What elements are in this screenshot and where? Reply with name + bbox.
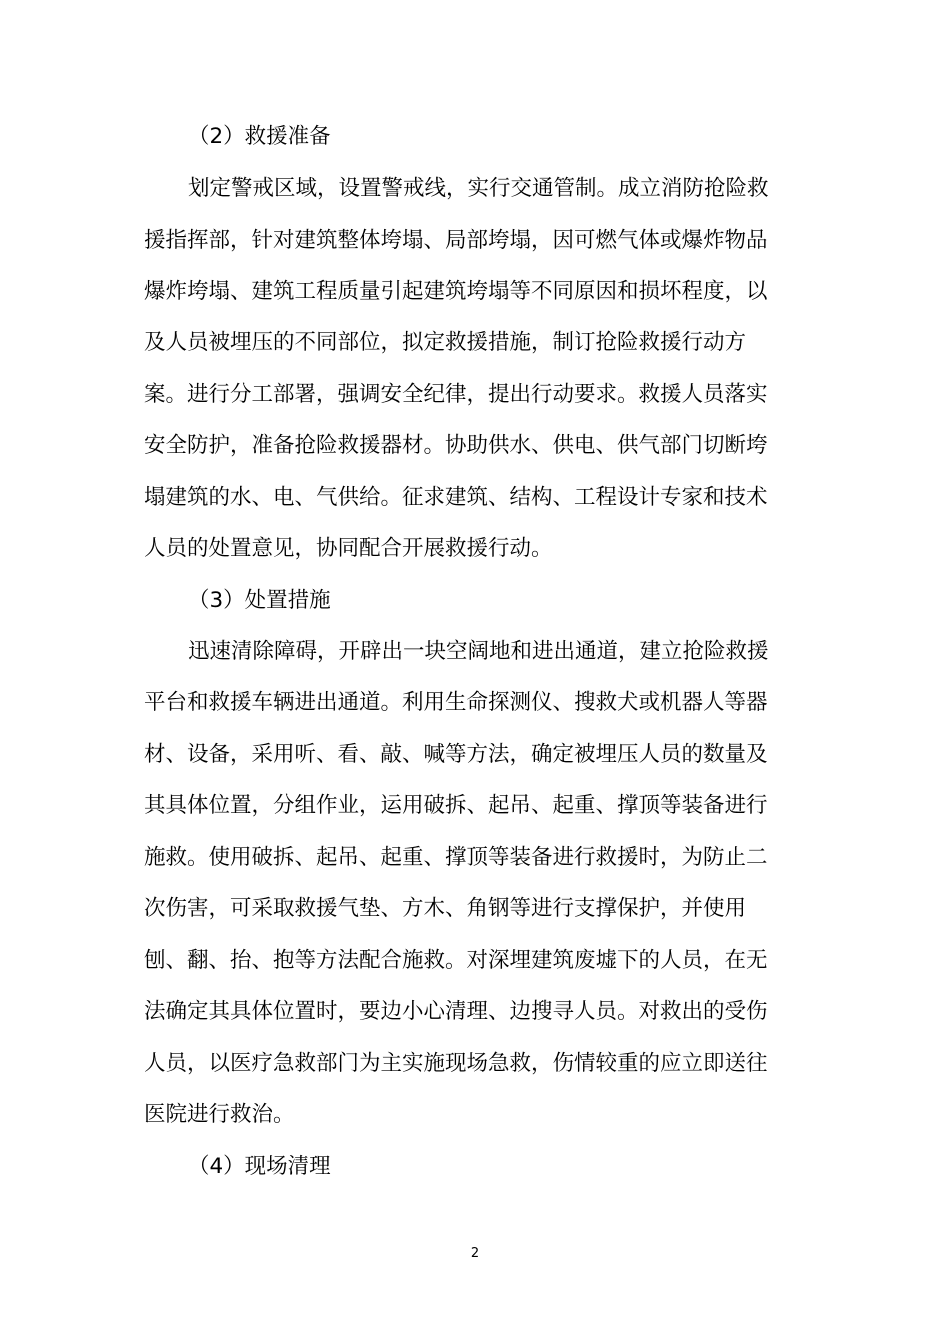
paragraph-line: 人员的处置意见，协同配合开展救援行动。	[144, 536, 553, 561]
section-heading-rescue-preparation: （2）救援准备	[188, 124, 331, 149]
paragraph-line: 材、设备，采用听、看、敲、喊等方法，确定被埋压人员的数量及	[144, 742, 768, 767]
paragraph-line: 安全防护，准备抢险救援器材。协助供水、供电、供气部门切断垮	[144, 433, 768, 458]
paragraph-line: 迅速清除障碍，开辟出一块空阔地和进出通道，建立抢险救援	[188, 639, 769, 664]
page-number: 2	[470, 1246, 480, 1261]
paragraph-line: 援指挥部，针对建筑整体垮塌、局部垮塌，因可燃气体或爆炸物品	[144, 228, 768, 253]
paragraph-line: 次伤害，可采取救援气垫、方木、角钢等进行支撑保护，并使用	[144, 896, 747, 921]
paragraph-line: 平台和救援车辆进出通道。利用生命探测仪、搜救犬或机器人等器	[144, 690, 768, 715]
paragraph-line: 人员，以医疗急救部门为主实施现场急救，伤情较重的应立即送往	[144, 1051, 768, 1076]
paragraph-line: 法确定其具体位置时，要边小心清理、边搜寻人员。对救出的受伤	[144, 999, 768, 1024]
paragraph-line: 案。进行分工部署，强调安全纪律，提出行动要求。救援人员落实	[144, 382, 768, 407]
paragraph-line: 其具体位置，分组作业，运用破拆、起吊、起重、撑顶等装备进行	[144, 793, 768, 818]
paragraph-line: 刨、翻、抬、抱等方法配合施救。对深埋建筑废墟下的人员，在无	[144, 948, 768, 973]
paragraph-line: 医院进行救治。	[144, 1102, 295, 1127]
paragraph-line: 爆炸垮塌、建筑工程质量引起建筑垮塌等不同原因和损坏程度，以	[144, 279, 768, 304]
paragraph-line: 塌建筑的水、电、气供给。征求建筑、结构、工程设计专家和技术	[144, 485, 768, 510]
paragraph-line: 划定警戒区域，设置警戒线，实行交通管制。成立消防抢险救	[188, 176, 769, 201]
section-heading-disposal-measures: （3）处置措施	[188, 588, 331, 613]
paragraph-line: 及人员被埋压的不同部位，拟定救援措施，制订抢险救援行动方	[144, 330, 747, 355]
section-heading-site-cleanup: （4）现场清理	[188, 1154, 331, 1179]
paragraph-line: 施救。使用破拆、起吊、起重、撑顶等装备进行救援时，为防止二	[144, 845, 768, 870]
